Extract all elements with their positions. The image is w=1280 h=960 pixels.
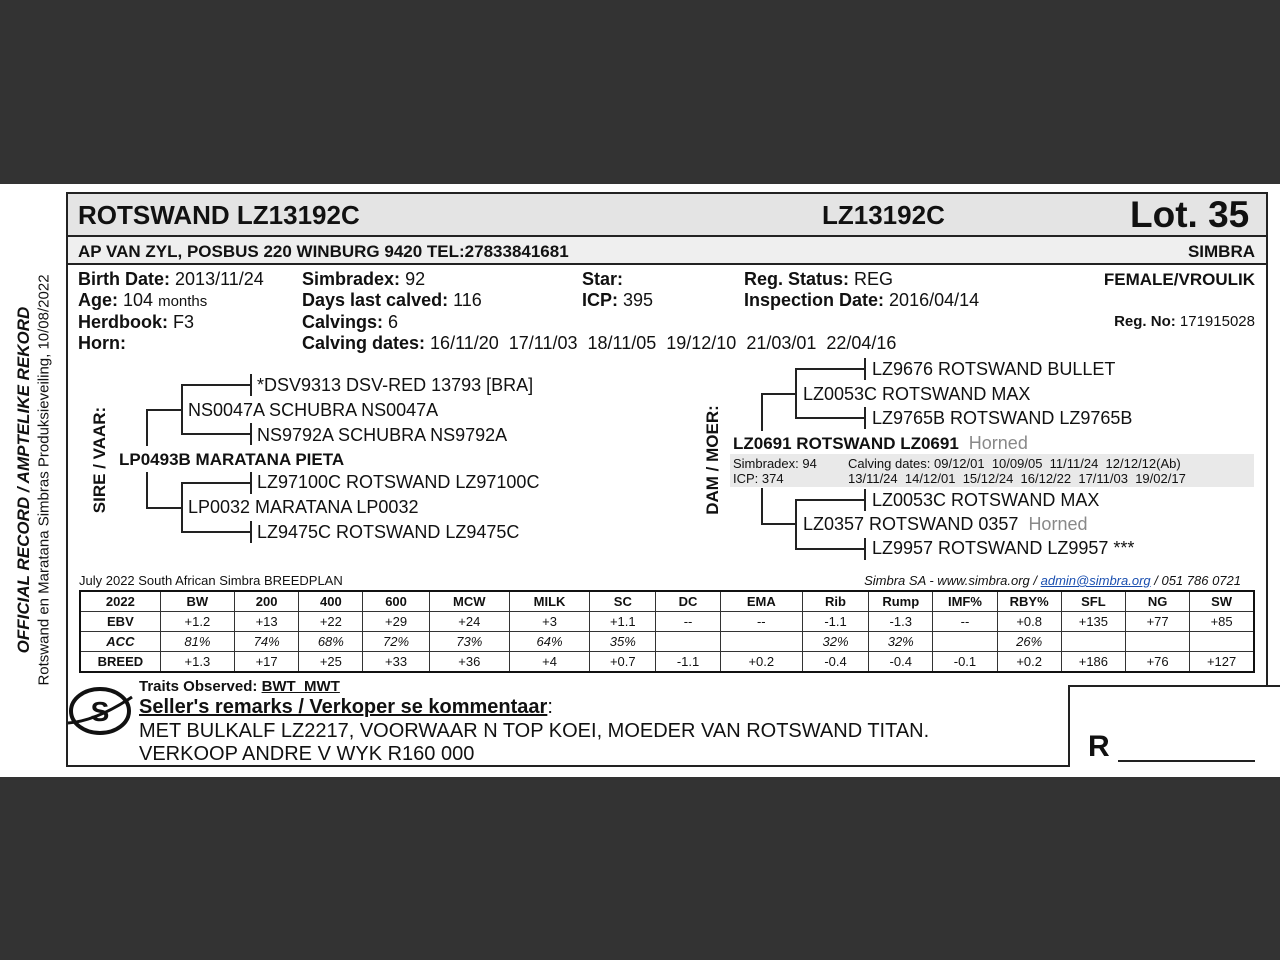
- pedigree-line: [146, 472, 148, 508]
- remarks-line-2: VERKOOP ANDRE V WYK R160 000: [139, 743, 475, 765]
- animal-id: LZ13192C: [822, 200, 945, 230]
- pedigree-line: [181, 531, 251, 533]
- calving-dates: Calving dates: 16/11/20 17/11/03 18/11/05 19/12/10 21/03/01 22/04/16: [302, 333, 897, 353]
- pedigree-line: [146, 409, 182, 411]
- dam-sire-sire: LZ9676 ROTSWAND BULLET: [872, 359, 1116, 379]
- birth-date: Birth Date: 2013/11/24: [78, 269, 264, 289]
- icp: ICP: 395: [582, 290, 654, 310]
- pedigree-line: [181, 384, 183, 434]
- pedigree-line: [181, 482, 183, 532]
- dam-dam-horn-status: Horned: [1028, 514, 1088, 534]
- calvings: Calvings: 6: [302, 312, 399, 332]
- pedigree-line: [181, 384, 251, 386]
- sire-dam: LP0032 MARATANA LP0032: [188, 497, 419, 517]
- simbradex: Simbradex: 92: [302, 269, 426, 289]
- auction-label: Rotswand en Maratana Simbras Produksieveiling, 10/08/2022: [35, 274, 53, 686]
- dam: LZ0691 ROTSWAND LZ0691 Horned: [733, 433, 1028, 453]
- pedigree-line: [250, 374, 252, 396]
- pedigree-line: [795, 368, 797, 418]
- official-record-label: OFFICIAL RECORD / AMPTELIKE REKORD: [14, 306, 33, 654]
- pedigree-line: [795, 417, 865, 419]
- pedigree-line: [864, 407, 866, 429]
- dam-dam-dam: LZ9957 ROTSWAND LZ9957 ***: [872, 538, 1135, 558]
- reg-status: Reg. Status: REG: [744, 269, 894, 289]
- pedigree-line: [795, 368, 865, 370]
- inspection-date: Inspection Date: 2016/04/14: [744, 290, 980, 310]
- dam-calving-dates-2: 13/11/24 14/12/01 15/12/24 16/12/22 17/11/03 19/02/17: [848, 471, 1186, 486]
- pedigree-line: [795, 499, 797, 549]
- sire-label: SIRE / VAAR:: [90, 406, 109, 514]
- dam-sire-dam: LZ9765B ROTSWAND LZ9765B: [872, 408, 1133, 428]
- pedigree-line: [761, 393, 763, 431]
- pedigree-line: [250, 472, 252, 494]
- pedigree-line: [864, 358, 866, 380]
- simbra-logo-icon: [66, 683, 136, 739]
- dam-icp: ICP: 374: [733, 471, 784, 486]
- pedigree-line: [761, 393, 797, 395]
- dam-sire: LZ0053C ROTSWAND MAX: [803, 384, 1031, 404]
- breedplan-contact: Simbra SA - www.simbra.org / admin@simbra.org / 051 786 0721: [864, 573, 1241, 588]
- sex: FEMALE/VROULIK: [1103, 270, 1255, 289]
- price-blank-line[interactable]: [1118, 760, 1255, 762]
- traits-observed: Traits Observed: BWT MWT: [139, 678, 340, 695]
- pedigree-line: [146, 507, 182, 509]
- days-last-calved: Days last calved: 116: [302, 290, 482, 310]
- age: Age: 104 months: [78, 290, 208, 310]
- pedigree-line: [761, 523, 797, 525]
- pedigree-line: [181, 433, 251, 435]
- dam-label: DAM / MOER:: [703, 405, 722, 515]
- pedigree-line: [250, 423, 252, 445]
- email-link[interactable]: admin@simbra.org: [1040, 573, 1151, 588]
- dam-calving-dates-1: Calving dates: 09/12/01 10/09/05 11/11/24 12/12/12(Ab): [848, 456, 1181, 471]
- sire-sire-dam: NS9792A SCHUBRA NS9792A: [257, 425, 508, 445]
- dam-dam: LZ0357 ROTSWAND 0357 Horned: [803, 514, 1088, 534]
- pedigree-line: [761, 488, 763, 524]
- owner-address: AP VAN ZYL, POSBUS 220 WINBURG 9420 TEL:27833841681: [78, 242, 569, 261]
- sire-dam-sire: LZ97100C ROTSWAND LZ97100C: [257, 472, 540, 492]
- table-header-row: 2022 BW 200 400 600 MCW MILK SC DC EMA Rib Rump IMF% RBY% SFL NG SW: [80, 591, 1254, 612]
- animal-name: ROTSWAND LZ13192C: [78, 200, 360, 230]
- sire-dam-dam: LZ9475C ROTSWAND LZ9475C: [257, 522, 520, 542]
- pedigree-line: [146, 409, 148, 446]
- breedplan-title: July 2022 South African Simbra BREEDPLAN: [79, 573, 343, 588]
- price-symbol: R: [1088, 730, 1110, 763]
- pedigree-line: [181, 482, 251, 484]
- pedigree-line: [864, 538, 866, 560]
- horn-label: Horn:: [78, 333, 126, 353]
- pedigree-line: [795, 499, 865, 501]
- ebv-table: [79, 590, 1255, 673]
- sire-sire-sire: *DSV9313 DSV-RED 13793 [BRA]: [257, 375, 534, 395]
- remarks-line-1: MET BULKALF LZ2217, VOORWAAR N TOP KOEI, MOEDER VAN ROTSWAND TITAN.: [139, 720, 930, 742]
- dam-dam-sire: LZ0053C ROTSWAND MAX: [872, 490, 1100, 510]
- pedigree-line: [795, 548, 865, 550]
- dam-horn-status: Horned: [968, 433, 1028, 453]
- pedigree-line: [250, 521, 252, 543]
- table-row-ebv: EBV +1.2 +13 +22 +29 +24 +3 +1.1 -- -- -1.1 -1.3 -- +0.8 +135 +77 +85: [80, 612, 1254, 632]
- star-label: Star:: [582, 269, 624, 289]
- sire: LP0493B MARATANA PIETA: [119, 450, 345, 469]
- dam-simbradex: Simbradex: 94: [733, 456, 817, 471]
- table-row-breed: BREED +1.3 +17 +25 +33 +36 +4 +0.7 -1.1 +0.2 -0.4 -0.4 -0.1 +0.2 +186 +76 +127: [80, 652, 1254, 673]
- sire-sire: NS0047A SCHUBRA NS0047A: [188, 400, 439, 420]
- table-row-acc: ACC 81% 74% 68% 72% 73% 64% 35% 32% 32% 26%: [80, 632, 1254, 652]
- svg-text:S: S: [90, 696, 110, 727]
- pedigree-line: [864, 489, 866, 511]
- breed: SIMBRA: [1187, 242, 1255, 261]
- reg-no: Reg. No: 171915028: [1114, 313, 1255, 330]
- herdbook: Herdbook: F3: [78, 312, 195, 332]
- remarks-heading: Seller's remarks / Verkoper se kommentaar:: [139, 696, 553, 718]
- lot-number: Lot. 35: [1130, 194, 1250, 235]
